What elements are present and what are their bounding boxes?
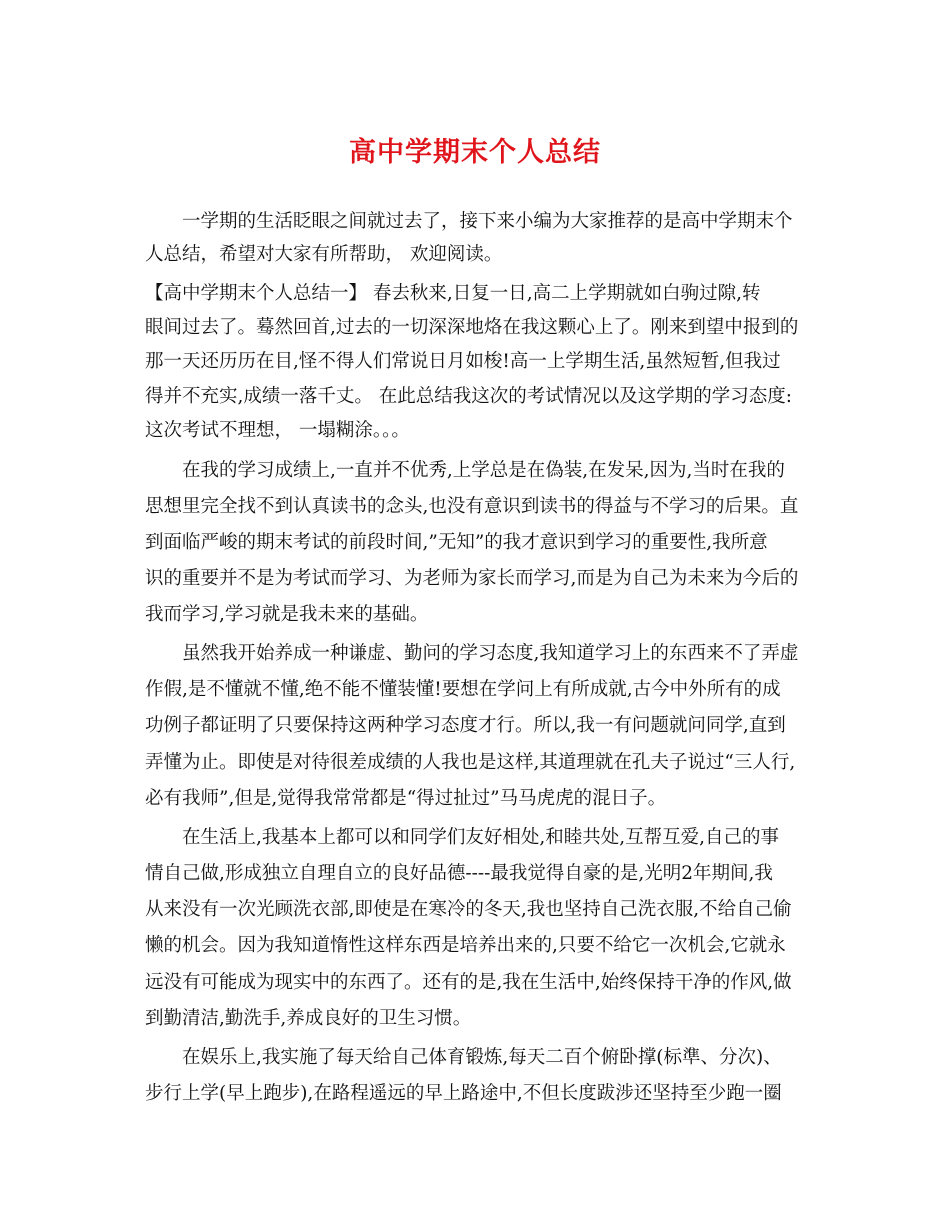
text-line: 必有我师”,但是,觉得我常常都是“得过扯过”马马虎虎的混日子。 [145,788,667,809]
text-line: 从来没有一次光顾洗衣部,即使是在寒冷的冬天,我也坚持自己洗衣服,不给自己偷 [145,899,792,920]
text-line: 功例子都证明了只要保持这两种学习态度才行。所以,我一有问题就问同学,直到 [145,715,786,736]
text-line: 眼间过去了。蓦然回首,过去的一切深深地烙在我这颗心上了。刚来到望中报到的 [145,317,799,338]
text-line: 得并不充实,成绩一落千丈。 在此总结我这次的考试情况以及这学期的学习态度: [145,386,792,407]
document-title: 高中学期末个人总结 [349,137,601,168]
text-line: 人总结，希望对大家有所帮助， 欢迎阅读。 [145,244,503,265]
text-line: 作假,是不懂就不懂,绝不能不懂装懂!要想在学问上有所成就,古今中外所有的成 [145,679,781,700]
text-line: 远没有可能成为现实中的东西了。还有的是,我在生活中,始终保持干净的作风,做 [145,972,792,993]
text-line: 思想里完全找不到认真读书的念头,也没有意识到读书的得益与不学习的后果。直 [145,496,799,517]
text-line: 在我的学习成绩上,一直并不优秀,上学总是在偽装,在发呆,因为,当时在我的 [182,460,785,481]
text-line: 到面临严峻的期末考试的前段时间,”无知”的我才意识到学习的重要性,我所意 [145,532,768,553]
text-line: 懒的机会。因为我知道惰性这样东西是培养出来的,只要不给它一次机会,它就永 [145,935,786,956]
text-line: 虽然我开始养成一种谦虚、勤问的学习态度,我知道学习上的东西来不了弄虚 [182,643,799,664]
text-line: 在生活上,我基本上都可以和同学们友好相处,和睦共处,互帮互爱,自己的事 [182,827,780,848]
text-line: 在娱乐上,我实施了每天给自己体育锻炼,每天二百个俯卧撑(标準、分次)、 [182,1047,782,1068]
text-line: 我而学习,学习就是我未来的基础。 [145,604,429,625]
text-line: 识的重要并不是为考试而学习、为老师为家长而学习,而是为自己为未来为今后的 [145,568,799,589]
text-line: 到勤清洁,勤洗手,养成良好的卫生习惯。 [145,1008,472,1029]
text-line: 一学期的生活眨眼之间就过去了，接下来小编为大家推荐的是高中学期末个 [182,211,793,232]
text-line: 情自己做,形成独立自理自立的良好品德----最我觉得自豪的是,光明2年期间,我 [145,863,773,884]
text-line: 那一天还历历在目,怪不得人们常说日月如梭!高一上学期生活,虽然短暂,但我过 [145,351,781,372]
text-line: 这次考试不理想， 一塌糊涂。。。 [145,420,410,441]
text-line: 步行上学(早上跑步),在路程遥远的早上路途中,不但长度跋涉还坚持至少跑一圈 [145,1083,782,1104]
text-line: 【高中学期末个人总结一】 春去秋来,日复一日,高二上学期就如白驹过隙,转 [145,283,761,304]
text-line: 弄懂为止。即使是对待很差成绩的人我也是这样,其道理就在孔夫子说过“三人行, [145,752,796,773]
